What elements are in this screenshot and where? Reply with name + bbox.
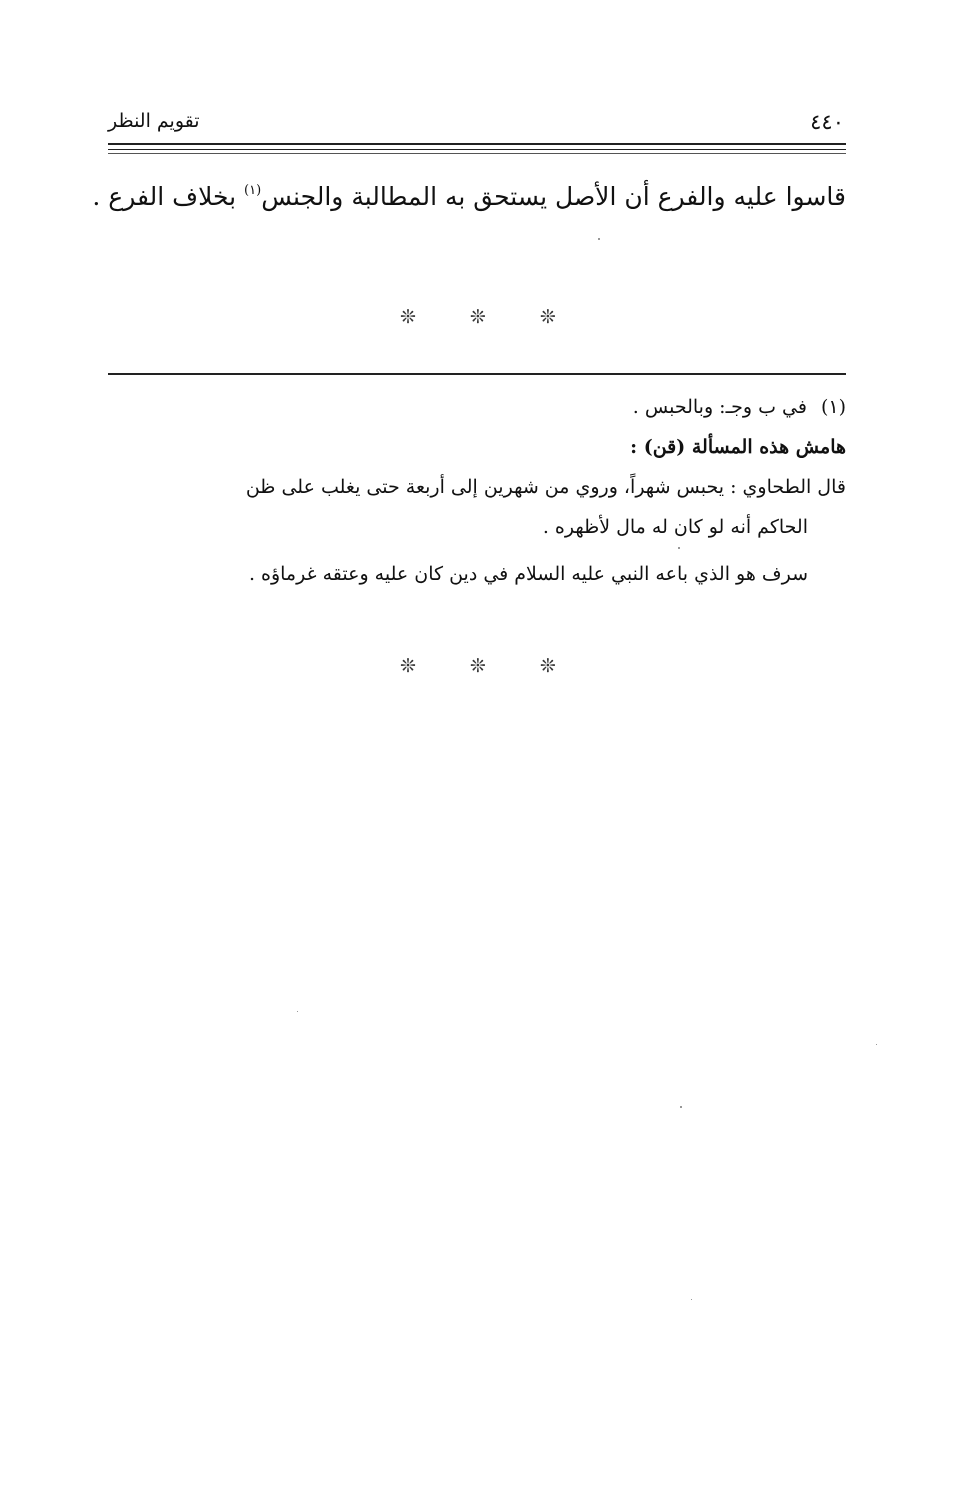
running-title: تقويم النظر (108, 110, 200, 132)
margin-note-line: قال الطحاوي : يحبس شهراً، وروي من شهرين إلى أربعة حتى يغلب على ظن (245, 476, 846, 498)
margin-note-line: سرف هو الذي باعه النبي عليه السلام في دين كان عليه وعتقه غرماؤه . (248, 563, 808, 585)
footnote-rule (108, 373, 846, 375)
margin-note-heading: هامش هذه المسألة (قن) : (630, 436, 846, 458)
scan-speck (680, 1106, 682, 1108)
header-rule (108, 143, 846, 145)
section-separator: ❊ ❊ ❊ (400, 306, 580, 328)
footnote-reference: (١) (244, 182, 262, 198)
scan-speck (876, 1044, 877, 1045)
body-text: قاسوا عليه والفرع أن الأصل يستحق به المطالبة والجنس (261, 182, 846, 211)
footnote-1 (108, 387, 846, 427)
main-paragraph (92, 175, 846, 219)
header-rule (108, 149, 846, 150)
scan-speck (678, 547, 680, 549)
scan-speck (691, 1299, 692, 1300)
scan-speck (297, 1011, 298, 1012)
scan-speck (598, 238, 600, 240)
page-number: ٤٤٠ (810, 110, 844, 134)
footnote-number: (١) (820, 396, 846, 418)
body-text-continued: بخلاف الفرع . (92, 182, 245, 211)
footnote-text: في ب وجـ: وبالحبس . (632, 396, 807, 418)
header-rule (108, 153, 846, 154)
section-separator: ❊ ❊ ❊ (400, 655, 580, 677)
margin-note-line: الحاكم أنه لو كان له مال لأظهره . (542, 516, 808, 538)
